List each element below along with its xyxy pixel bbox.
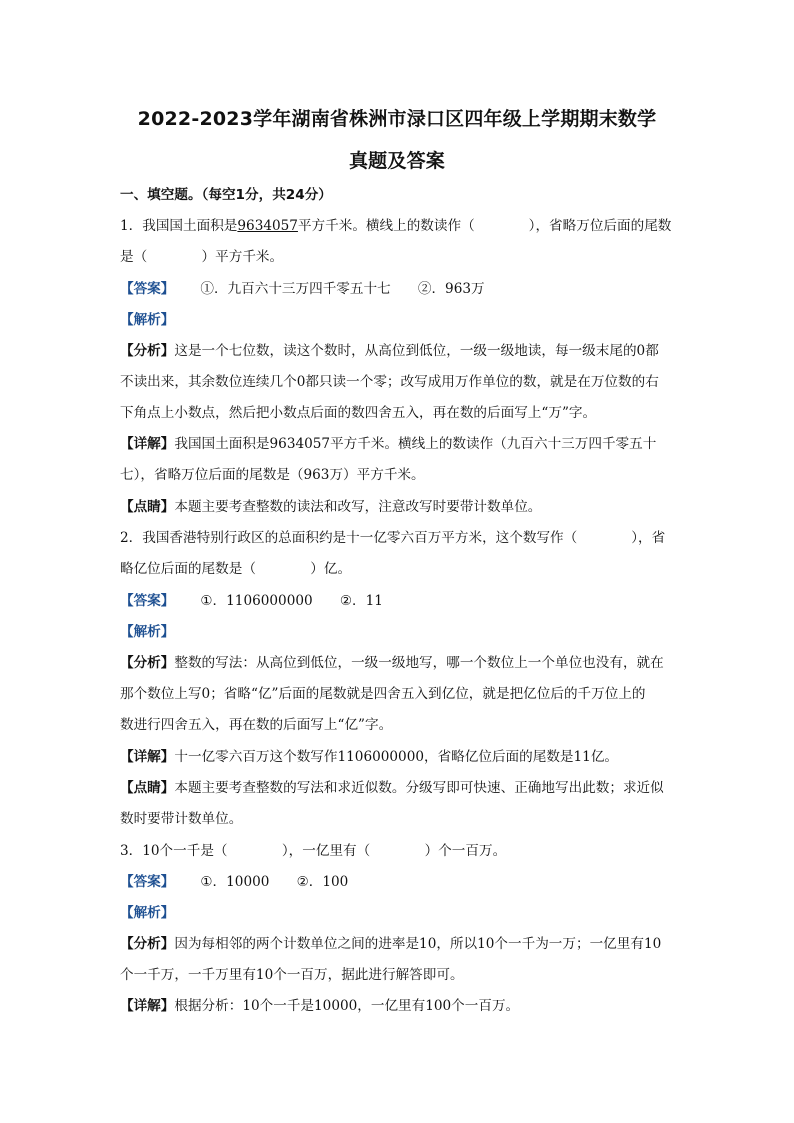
q1-answer-text: ①．九百六十三万四千零五十七 ②．963万 [200, 281, 485, 297]
q1-fenxi-line1 [120, 341, 659, 361]
q1-answer [120, 279, 485, 299]
q2-stem-b: ），省 [631, 530, 666, 546]
q2-stem-a: 2．我国香港特别行政区的总面积约是十一亿零六百万平方米，这个数写作（ [120, 530, 578, 546]
detail-tag: 【详解】 [120, 749, 175, 765]
q1-detail-line2: 七），省略万位后面的尾数是（963万）平方千米。 [120, 467, 425, 483]
comment-tag: 【点睛】 [120, 499, 175, 515]
answer-tag: 【答案】 [120, 874, 175, 890]
q1-comment-text: 本题主要考查整数的读法和改写，注意改写时要带计数单位。 [174, 499, 542, 515]
q1-detail-text1: 我国国土面积是9634057平方千米。横线上的数读作（九百六十三万四千零五十 [174, 436, 657, 452]
section-heading: 一、填空题。（每空1分，共24分） [120, 187, 332, 203]
q2-fenxi-line1 [120, 653, 664, 673]
q2-detail-text: 十一亿零六百万这个数写作1106000000，省略亿位后面的尾数是11亿。 [174, 749, 619, 765]
q2-fenxi-line3: 数进行四舍五入，再在数的后面写上“亿”字。 [120, 717, 393, 733]
q1-detail-line1 [120, 434, 656, 454]
fenxi-tag: 【分析】 [120, 343, 175, 359]
q2-stem-line1 [120, 528, 665, 548]
document-title-line1: 2022-2023学年湖南省株洲市渌口区四年级上学期期末数学 [137, 108, 657, 130]
q1-fenxi-line3: 下角点上小数点，然后把小数点后面的数四舍五入，再在数的后面写上“万”字。 [120, 405, 597, 421]
q2-analysis-tag [120, 622, 174, 642]
fenxi-tag: 【分析】 [120, 936, 175, 952]
q1-stem-line2: 是（ ）平方千米。 [120, 249, 284, 265]
q2-comment-text1: 本题主要考查整数的写法和求近似数。分级写即可快速、正确地写出此数；求近似 [174, 780, 664, 796]
q2-comment-line2: 数时要带计数单位。 [120, 811, 243, 827]
q1-comment [120, 497, 541, 517]
comment-tag: 【点睛】 [120, 780, 175, 796]
q2-comment-line1 [120, 778, 664, 798]
q1-stem-number: 9634057 [237, 218, 298, 234]
q3-detail [120, 996, 519, 1016]
q2-fenxi-line2: 那个数位上写0；省略“亿”后面的尾数就是四舍五入到亿位，就是把亿位后的千万位上的 [120, 686, 646, 702]
analysis-tag: 【解析】 [120, 905, 175, 921]
q1-stem-c: ），省略万位后面的尾数 [528, 218, 672, 234]
answer-tag: 【答案】 [120, 281, 175, 297]
document-title-line2: 真题及答案 [348, 150, 445, 172]
q3-detail-text: 根据分析：10个一千是10000，一亿里有100个一百万。 [174, 998, 520, 1014]
q3-fenxi-text1: 因为每相邻的两个计数单位之间的进率是10，所以10个一千为一万；一亿里有10 [174, 936, 662, 952]
detail-tag: 【详解】 [120, 436, 175, 452]
q3-stem: 3．10个一千是（ ），一亿里有（ ）个一百万。 [120, 843, 507, 859]
q3-analysis-tag [120, 903, 174, 923]
q1-fenxi-text1: 这是一个七位数，读这个数时，从高位到低位，一级一级地读，每一级末尾的0都 [174, 343, 659, 359]
q2-detail [120, 747, 618, 767]
q3-fenxi-line1 [120, 934, 661, 954]
q1-stem-line1 [120, 216, 671, 236]
q1-fenxi-line2: 不读出来，其余数位连续几个0都只读一个零；改写成用万作单位的数，就是在万位数的右 [120, 374, 659, 390]
fenxi-tag: 【分析】 [120, 655, 175, 671]
q2-fenxi-text1: 整数的写法：从高位到低位，一级一级地写，哪一个数位上一个单位也没有，就在 [174, 655, 664, 671]
q1-stem-b: 平方千米。横线上的数读作（ [297, 218, 475, 234]
q2-answer [120, 591, 383, 611]
q3-answer [120, 872, 348, 892]
analysis-tag: 【解析】 [120, 312, 175, 328]
q2-stem-line2: 略亿位后面的尾数是（ ）亿。 [120, 561, 352, 577]
analysis-tag: 【解析】 [120, 624, 175, 640]
q1-stem-a: 1．我国国土面积是 [120, 218, 238, 234]
q1-analysis-tag [120, 310, 174, 330]
q3-fenxi-line2: 个一千万，一千万里有10个一百万，据此进行解答即可。 [120, 967, 464, 983]
answer-tag: 【答案】 [120, 593, 175, 609]
detail-tag: 【详解】 [120, 998, 175, 1014]
q2-answer-text: ①．1106000000 ②．11 [200, 593, 383, 609]
q3-answer-text: ①．10000 ②．100 [200, 874, 349, 890]
